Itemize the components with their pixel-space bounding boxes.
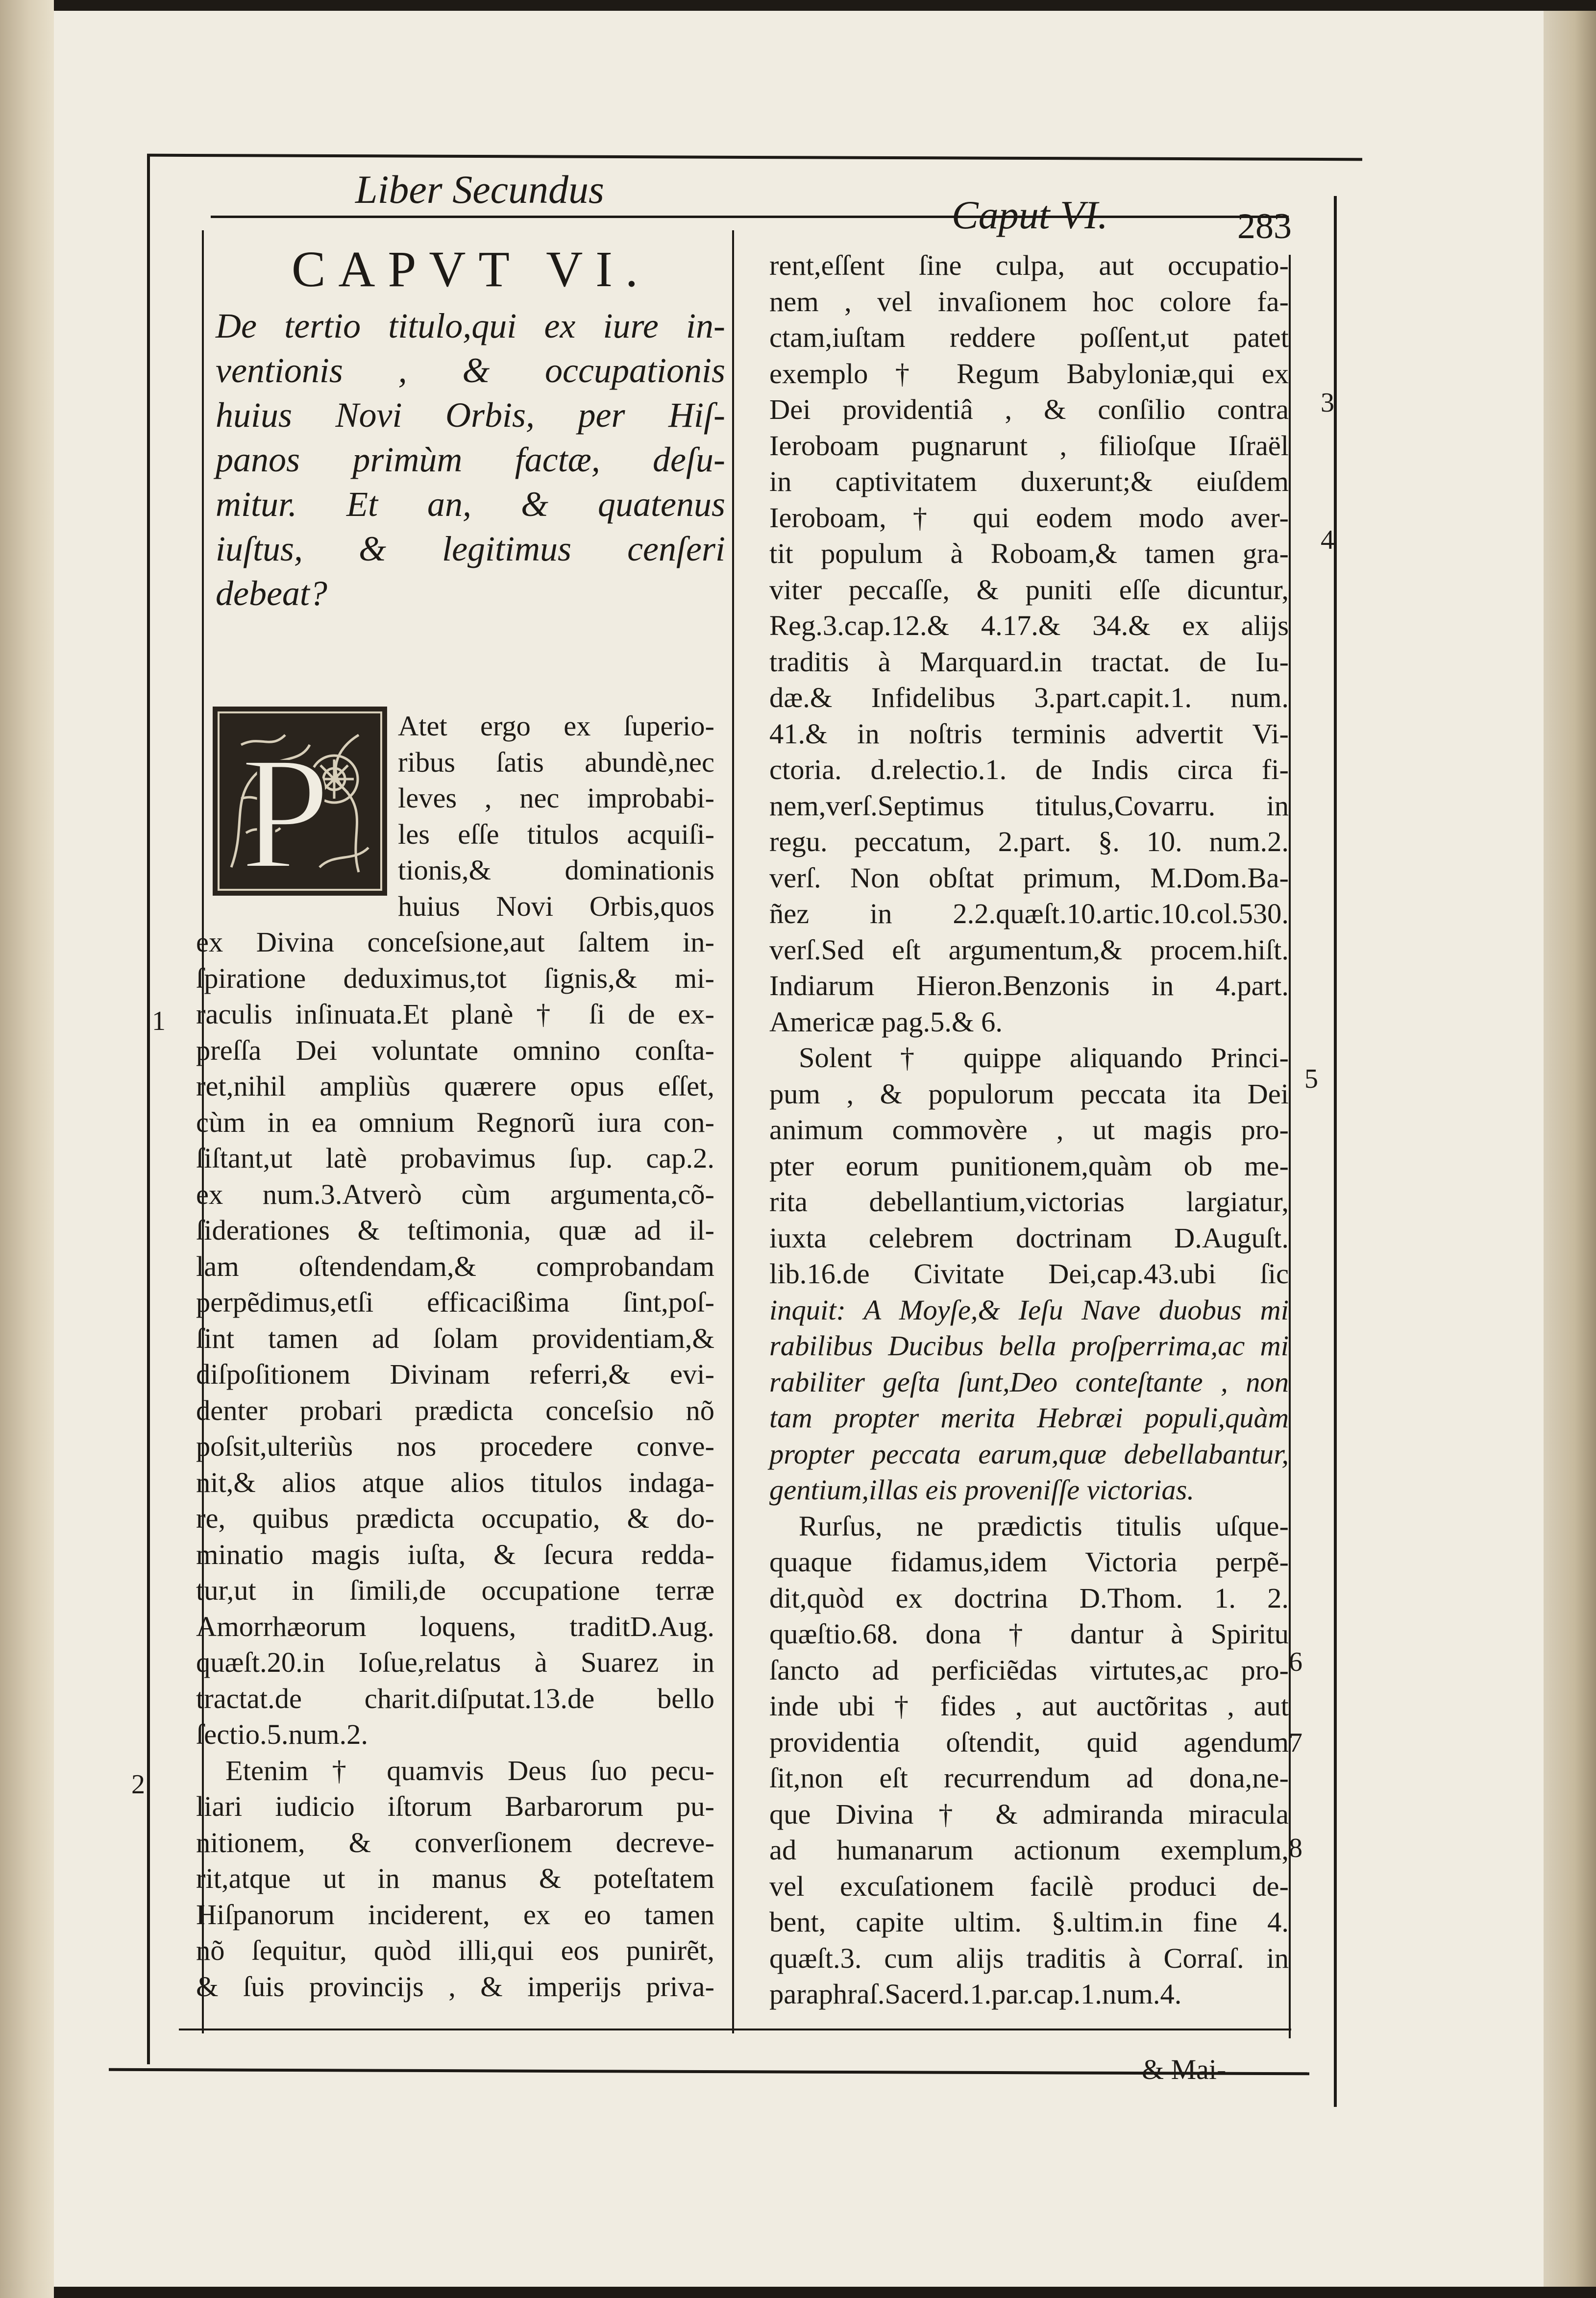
subtitle-line: huius Novi Orbis, per Hiſ- [216, 395, 725, 435]
text-line: que Divina † & admiranda miracula [769, 1798, 1289, 1830]
text-line: propter peccata earum,quæ debellabantur, [769, 1438, 1289, 1470]
page-number: 283 [1237, 206, 1292, 246]
subtitle-line: De tertio titulo,qui ex iure in- [216, 306, 725, 345]
text-line: Reg.3.cap.12.& 4.17.& 34.& ex alijs [769, 610, 1289, 641]
text-line: verſ. Non obſtat primum, M.Dom.Ba- [769, 861, 1289, 894]
text-line: inquit: A Moyſe,& Ieſu Nave duobus mi [769, 1294, 1289, 1326]
subtitle-line: debeat? [216, 574, 327, 613]
text-line: paraphraſ.Sacerd.1.par.cap.1.num.4. [769, 1978, 1182, 2010]
text-line: nit,& alios atque alios titulos indaga- [196, 1466, 714, 1498]
text-line: lam oſtendendam,& comprobandam [196, 1250, 714, 1282]
text-line: rit,atque ut in manus & poteſtatem [196, 1862, 714, 1894]
margin-note-number: 8 [1289, 1833, 1302, 1863]
text-line: ñez in 2.2.quæſt.10.artic.10.col.530. [769, 898, 1289, 929]
text-line: ad humanarum actionum exemplum, [769, 1834, 1289, 1866]
text-line: ſpiratione deduximus,tot ſignis,& mi- [196, 962, 714, 994]
text-line: Rurſus, ne prædictis titulis uſque- [799, 1510, 1289, 1542]
text-line: animum commovère , ut magis pro- [769, 1114, 1289, 1146]
text-line: tractat.de charit.diſputat.13.de bello [196, 1682, 714, 1714]
text-line: ret,nihil ampliùs quærere opus eſſet, [196, 1070, 714, 1102]
text-line: quaque fidamus,idem Victoria perpẽ- [769, 1546, 1289, 1578]
right-column [769, 247, 1289, 2012]
text-line: minatio magis iuſta, & ſecura redda- [196, 1538, 714, 1570]
text-line: ſiſtant,ut latè probavimus ſup. cap.2. [196, 1142, 714, 1174]
left-column-body [196, 924, 714, 2005]
text-line: Solent † quippe aliquando Princi- [799, 1042, 1289, 1074]
text-line: cùm in ea omnium Regnorũ iura con- [196, 1106, 714, 1138]
text-line: pter eorum punitionem,quàm ob me- [769, 1149, 1289, 1182]
text-line: Etenim † quamvis Deus ſuo pecu- [225, 1754, 714, 1786]
margin-note-number: 1 [152, 1006, 166, 1036]
text-line: ribus ſatis abundè,nec [398, 746, 714, 778]
text-line: inde ubi † fides , aut auctõritas , aut [769, 1690, 1289, 1722]
subtitle-line: panos primùm factæ, deſu- [216, 440, 725, 479]
text-line: diſpoſitionem Divinam referri,& evi- [196, 1358, 714, 1390]
column-divider-rule [732, 230, 734, 2033]
facing-page-edge [0, 0, 54, 2298]
ornament-icon [212, 706, 388, 897]
text-line: poſsit,ulteriùs nos procedere conve- [196, 1430, 714, 1462]
text-line: tionis,& dominationis [398, 854, 714, 886]
text-line: liari iudicio iſtorum Barbarorum pu- [196, 1790, 714, 1822]
text-line: ſit,non eſt recurrendum ad dona,ne- [769, 1762, 1289, 1794]
margin-note-number: 2 [131, 1769, 145, 1800]
text-line: ſint tamen ad ſolam providentiam,& [196, 1322, 714, 1354]
frame-left-rule [147, 156, 150, 2064]
text-line: gentium,illas eis proveniſſe victorias. [769, 1474, 1195, 1506]
text-line: traditis à Marquard.in tractat. de Iu- [769, 645, 1289, 678]
text-line: dit,quòd ex doctrina D.Thom. 1. 2. [769, 1582, 1289, 1614]
text-line: nitionem, & converſionem decreve- [196, 1826, 714, 1858]
margin-note-number: 5 [1304, 1064, 1318, 1094]
text-block-right-rule [1289, 255, 1291, 2038]
subtitle-line: ventionis , & occupationis [216, 351, 725, 390]
text-line: re, quibus prædicta occupatio, & do- [196, 1502, 714, 1534]
page-fore-edge [1544, 11, 1596, 2287]
text-line: tur,ut in ſimili,de occupatione terræ [196, 1574, 714, 1606]
text-line: denter probari prædicta conceſsio nõ [196, 1394, 714, 1426]
margin-note-number: 4 [1321, 525, 1334, 555]
text-line: preſſa Dei voluntate omnino conſta- [196, 1034, 714, 1066]
text-line: 41.& in noſtris terminis advertit Vi- [769, 717, 1289, 750]
running-head-left: Liber Secundus [355, 167, 604, 212]
text-line: rent,eſſent ſine culpa, aut occupatio- [769, 249, 1289, 281]
header-rule [211, 216, 1289, 218]
text-line: huius Novi Orbis,quos [398, 890, 714, 922]
text-line: Ieroboam pugnarunt , filioſque Iſraël [769, 429, 1289, 462]
margin-note-number: 3 [1321, 388, 1334, 418]
text-line: nem,verſ.Septimus titulus,Covarru. in [769, 789, 1289, 822]
decorated-initial [212, 706, 388, 897]
text-line: rita debellantium,victorias largiatur, [769, 1186, 1289, 1218]
text-line: Americæ pag.5.& 6. [769, 1005, 1003, 1038]
text-line: ctam,iuſtam reddere poſſent,ut patet [769, 321, 1289, 353]
frame-right-rule [1334, 196, 1337, 2107]
text-line: quæſt.20.in Ioſue,relatus à Suarez in [196, 1646, 714, 1678]
text-line: rabiliter geſta ſunt,Deo conteſtante , non [769, 1366, 1289, 1398]
text-line: ex Divina conceſsione,aut ſaltem in- [196, 926, 714, 958]
text-line: & ſuis provincijs , & imperijs priva- [196, 1970, 714, 2003]
catchword: & Mai- [1142, 2054, 1227, 2085]
chapter-title: CAPVT VI. [292, 241, 651, 297]
text-line: pum , & populorum peccata ita Dei [769, 1077, 1289, 1110]
text-line: iuxta celebrem doctrinam D.Auguſt. [769, 1222, 1289, 1254]
text-line: viter peccaſſe, & puniti eſſe dicuntur, [769, 573, 1289, 606]
text-line: quæſtio.68. dona † dantur à Spiritu [769, 1618, 1289, 1650]
text-line: ctoria. d.relectio.1. de Indis circa fi- [769, 754, 1289, 785]
text-line: ſectio.5.num.2. [196, 1718, 368, 1750]
text-line: Amorrhæorum loquens, traditD.Aug. [196, 1610, 714, 1642]
left-column-top [398, 708, 714, 924]
text-line: Dei providentiâ , & conſilio contra [769, 393, 1289, 425]
text-line: leves , nec improbabi- [398, 782, 714, 814]
text-line: quæſt.3. cum alijs traditis à Corraſ. in [769, 1942, 1289, 1974]
text-line: lib.16.de Civitate Dei,cap.43.ubi ſic [769, 1258, 1289, 1290]
subtitle-line: iuſtus, & legitimus cenſeri [216, 529, 725, 568]
text-line: ex num.3.Atverò cùm argumenta,cõ- [196, 1178, 714, 1210]
text-line: ſiderationes & teſtimonia, quæ ad il- [196, 1214, 714, 1246]
text-line: Hiſpanorum inciderent, ex eo tamen [196, 1898, 714, 1931]
text-line: raculis inſinuata.Et planè † ſi de ex- [196, 998, 714, 1030]
text-line: tam propter merita Hebræi populi,quàm [769, 1402, 1289, 1434]
running-head-right: Caput VI. [952, 193, 1108, 237]
text-line: in captivitatem duxerunt;& eiuſdem [769, 465, 1289, 497]
margin-note-number: 7 [1289, 1728, 1302, 1758]
text-line: les eſſe titulos acquiſi- [398, 818, 714, 850]
text-line: providentia oſtendit, quid agendum [769, 1726, 1289, 1758]
text-line: vel excuſationem facilè produci de- [769, 1870, 1289, 1902]
text-line: Ieroboam, † qui eodem modo aver- [769, 501, 1289, 534]
text-block-bottom-rule [179, 2029, 1291, 2030]
text-line: verſ.Sed eſt argumentum,& procem.hiſt. [769, 933, 1289, 966]
text-line: bent, capite ultim. §.ultim.in fine 4. [769, 1906, 1289, 1938]
dropcap-letter: P [240, 724, 330, 897]
text-line: nõ ſequitur, quòd illi,qui eos punirẽt, [196, 1934, 714, 1966]
text-line: perpẽdimus,etſi efficacißima ſint,poſ- [196, 1286, 714, 1318]
text-line: dæ.& Infidelibus 3.part.capit.1. num. [769, 682, 1289, 713]
text-line: Atet ergo ex ſuperio- [398, 710, 714, 742]
text-line: Indiarum Hieron.Benzonis in 4.part. [769, 970, 1289, 1002]
text-line: ſancto ad perficiẽdas virtutes,ac pro- [769, 1654, 1289, 1686]
text-line: tit populum à Roboam,& tamen gra- [769, 538, 1289, 569]
text-line: rabilibus Ducibus bella proſperrima,ac mi [769, 1330, 1289, 1362]
text-line: nem , vel invaſionem hoc colore fa- [769, 285, 1289, 318]
margin-note-number: 6 [1289, 1647, 1302, 1677]
subtitle-line: mitur. Et an, & quatenus [216, 485, 725, 524]
chapter-subtitle [216, 304, 725, 616]
text-line: regu. peccatum, 2.part. §. 10. num.2. [769, 826, 1289, 857]
text-line: exemplo † Regum Babyloniæ,qui ex [769, 357, 1289, 390]
